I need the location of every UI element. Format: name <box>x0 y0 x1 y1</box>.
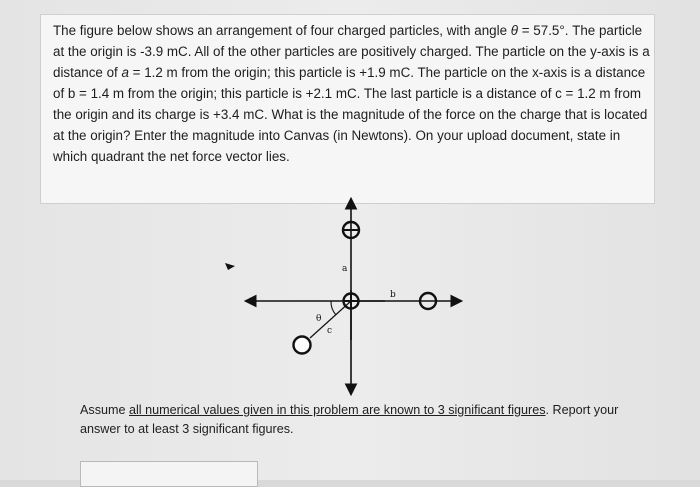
particle-at-origin <box>344 294 359 309</box>
problem-text-part: The figure below shows an arrangement of four charged particles, with angle <box>53 23 511 38</box>
theta-symbol: θ <box>510 23 519 38</box>
problem-text-part: = 57.5°. The particle at the origin is -3.9 mC. All of the other particles are positively charged. The particle on the y-axis is a distance of <box>53 23 650 80</box>
problem-text-part: = 1.2 m from the origin; this particle is +1.9 mC. The particle on the x-axis is a distance of b = 1.4 m from the origin; this particle is +2.1 mC. The last particle is a distance of c = 1.2 m from the origin and its charge is +3.4 mC. What is the magnitude of the force on the charge that is located at the origin? Enter the magnitude into Canvas (in Newtons). On your upload document, state in which quadrant the net force vector lies. <box>53 65 648 164</box>
note-underlined-text: all numerical values given in this problem are known to 3 significant figures <box>129 403 546 417</box>
note-text-part: Assume <box>80 403 129 417</box>
label-b: b <box>390 290 396 300</box>
charge-arrangement-figure <box>215 190 485 405</box>
stray-arrow-mark <box>225 263 235 270</box>
theta-arc <box>331 301 336 315</box>
label-c: c <box>327 326 333 336</box>
significant-figures-note <box>80 401 640 439</box>
answer-input[interactable] <box>80 461 258 487</box>
label-theta: θ <box>316 314 322 324</box>
note-text-part: . Report your answer to at least 3 significant figures. <box>80 403 619 436</box>
particle-at-c <box>294 337 311 354</box>
a-symbol: a <box>121 65 129 80</box>
label-a: a <box>342 264 348 274</box>
problem-text <box>53 20 653 167</box>
